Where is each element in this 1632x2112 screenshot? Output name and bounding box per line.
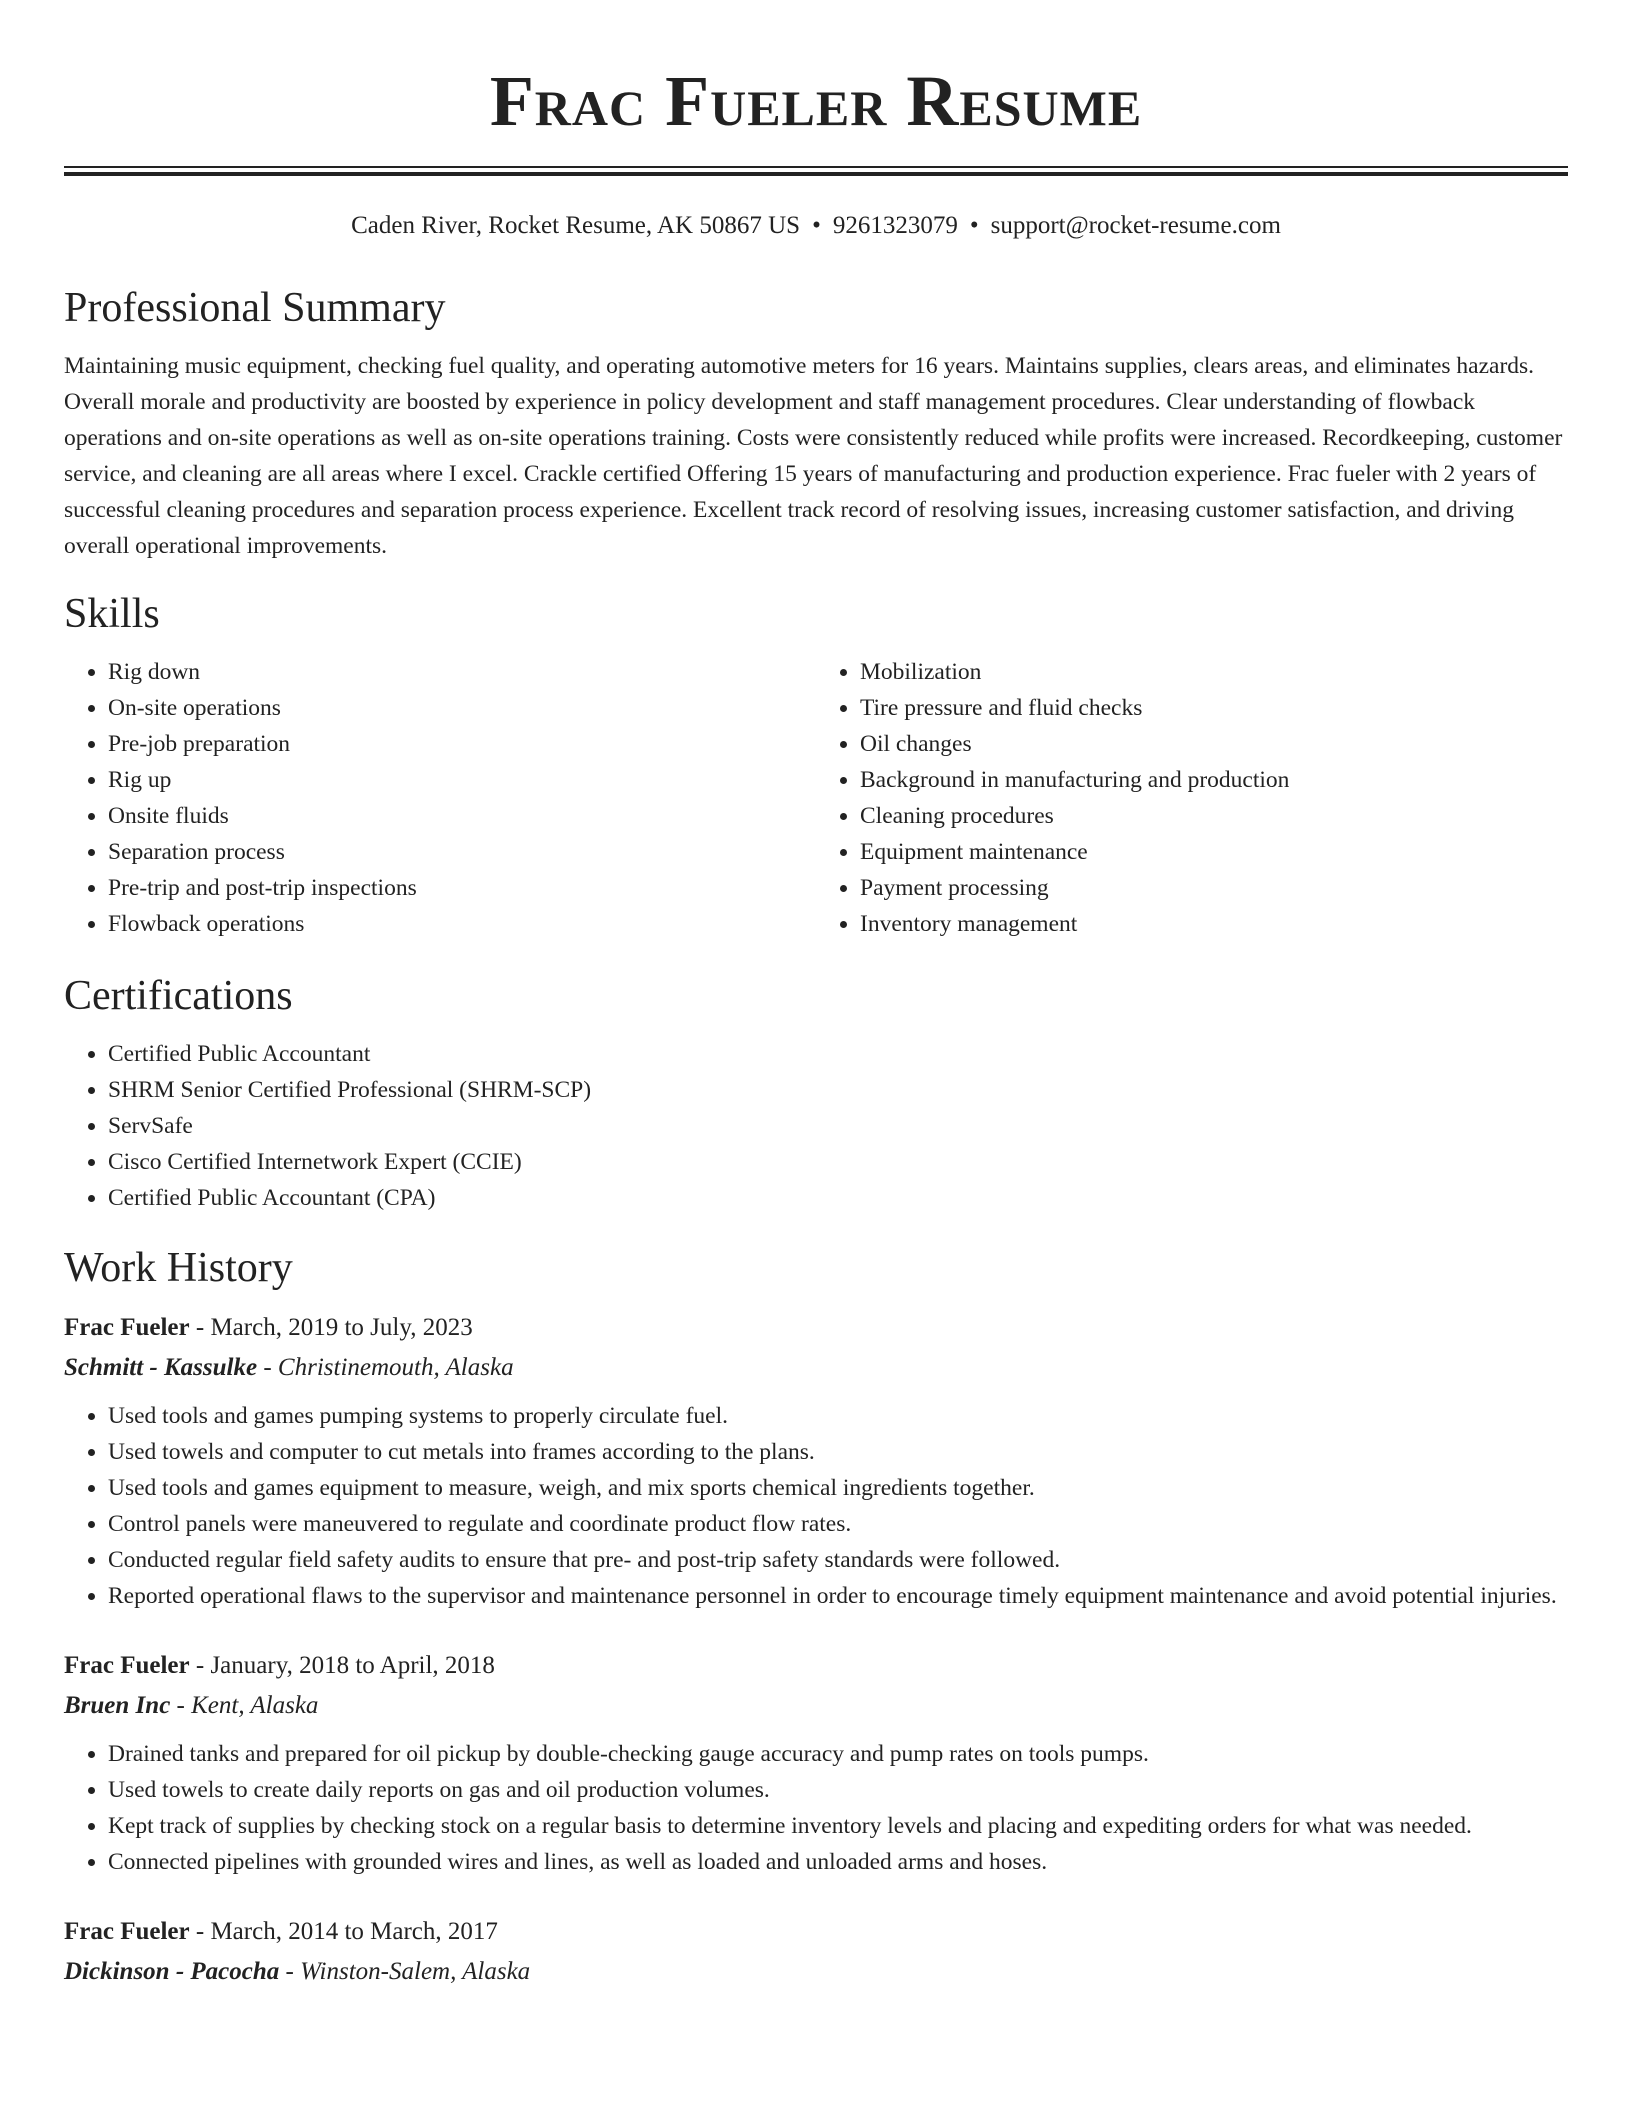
job-location: - Kent, Alaska bbox=[176, 1692, 319, 1719]
job-bullet: • Conducted regular field safety audits to ensure that pre- and post-trip safety standards were followed. bbox=[108, 1542, 1568, 1578]
contact-separator: • bbox=[812, 212, 821, 239]
job-company-line bbox=[64, 1348, 1568, 1388]
job-title: Frac Fueler bbox=[64, 1918, 190, 1945]
skill-item: • Mobilization bbox=[860, 654, 1568, 690]
title-divider bbox=[64, 166, 1568, 176]
skill-item: • Cleaning procedures bbox=[860, 798, 1568, 834]
skill-item: • Payment processing bbox=[860, 870, 1568, 906]
job-bullet: • Used towels to create daily reports on gas and oil production volumes. bbox=[108, 1772, 1568, 1808]
contact-separator: • bbox=[969, 212, 979, 239]
job-company: Schmitt - Kassulke bbox=[64, 1354, 258, 1381]
job-entry bbox=[64, 1912, 1568, 1992]
resume-page bbox=[64, 0, 1568, 1992]
skill-item: • On-site operations bbox=[108, 690, 816, 726]
job-company-line bbox=[64, 1952, 1568, 1992]
job-location: - Christinemouth, Alaska bbox=[263, 1354, 514, 1381]
contact-phone: 9261323079 bbox=[832, 212, 958, 239]
certification-item: • Certified Public Accountant bbox=[108, 1036, 1568, 1072]
skills-list-right bbox=[816, 654, 1568, 942]
job-title-line bbox=[64, 1646, 1568, 1686]
certifications-heading: Certifications bbox=[64, 973, 293, 1019]
skill-item: • Rig up bbox=[108, 762, 816, 798]
contact-line bbox=[64, 210, 1568, 242]
job-company: Dickinson - Pacocha bbox=[64, 1958, 280, 1985]
job-bullets bbox=[64, 1736, 1568, 1880]
job-entry bbox=[64, 1646, 1568, 1880]
skill-item: • Equipment maintenance bbox=[860, 834, 1568, 870]
certifications-list bbox=[64, 1036, 1568, 1216]
contact-email: support@rocket-resume.com bbox=[990, 212, 1281, 239]
skill-item: • Pre-job preparation bbox=[108, 726, 816, 762]
job-bullet: • Kept track of supplies by checking stock on a regular basis to determine inventory levels and placing and expediting orders for what was needed. bbox=[108, 1808, 1568, 1844]
skill-item: • Pre-trip and post-trip inspections bbox=[108, 870, 816, 906]
skill-item: • Rig down bbox=[108, 654, 816, 690]
skill-item: • Flowback operations bbox=[108, 906, 816, 942]
job-location: - Winston-Salem, Alaska bbox=[285, 1958, 531, 1985]
job-bullet: • Used towels and computer to cut metals into frames according to the plans. bbox=[108, 1434, 1568, 1470]
job-company: Bruen Inc bbox=[64, 1692, 171, 1719]
skill-item: • Tire pressure and fluid checks bbox=[860, 690, 1568, 726]
job-dates: - March, 2019 to July, 2023 bbox=[195, 1314, 473, 1341]
work-history-heading: Work History bbox=[64, 1245, 293, 1291]
job-bullets bbox=[64, 1398, 1568, 1614]
job-title: Frac Fueler bbox=[64, 1314, 190, 1341]
job-bullet: • Reported operational flaws to the supervisor and maintenance personnel in order to encourage timely equipment maintenance and avoid potential injuries. bbox=[108, 1578, 1568, 1614]
resume-title: Frac Fueler Resume bbox=[489, 61, 1143, 141]
summary-heading: Professional Summary bbox=[64, 285, 446, 331]
skill-item: • Background in manufacturing and production bbox=[860, 762, 1568, 798]
job-dates: - January, 2018 to April, 2018 bbox=[195, 1652, 495, 1679]
job-title-line bbox=[64, 1912, 1568, 1952]
certification-item: • Certified Public Accountant (CPA) bbox=[108, 1180, 1568, 1216]
job-bullet: • Used tools and games equipment to measure, weigh, and mix sports chemical ingredients together. bbox=[108, 1470, 1568, 1506]
job-bullet: • Drained tanks and prepared for oil pickup by double-checking gauge accuracy and pump rates on tools pumps. bbox=[108, 1736, 1568, 1772]
job-entry bbox=[64, 1308, 1568, 1614]
job-company-line bbox=[64, 1686, 1568, 1726]
skills-columns bbox=[64, 654, 1568, 942]
job-dates: - March, 2014 to March, 2017 bbox=[195, 1918, 498, 1945]
skills-heading: Skills bbox=[64, 591, 160, 637]
skill-item: • Oil changes bbox=[860, 726, 1568, 762]
contact-address: Caden River, Rocket Resume, AK 50867 US bbox=[351, 212, 801, 239]
certification-item: • Cisco Certified Internetwork Expert (CCIE) bbox=[108, 1144, 1568, 1180]
skill-item: • Inventory management bbox=[860, 906, 1568, 942]
job-bullet: • Used tools and games pumping systems to properly circulate fuel. bbox=[108, 1398, 1568, 1434]
summary-text: Maintaining music equipment, checking fuel quality, and operating automotive meters for 16 years. Maintains supplies, clears areas, and eliminates hazards. Overall morale and productivity are boosted by experience in policy development and staff management procedures. Clear understanding of flowback operations and on-site operations as well as on-site operations training. Costs were consistently reduced while profits were increased. Recordkeeping, customer service, and cleaning are all areas where I excel. Crackle certified Offering 15 years of manufacturing and production experience. Frac fueler with 2 years of successful cleaning procedures and separation process experience. Excellent track record of resolving issues, increasing customer satisfaction, and driving overall operational improvements. bbox=[64, 353, 1563, 559]
job-bullet: • Connected pipelines with grounded wires and lines, as well as loaded and unloaded arms and hoses. bbox=[108, 1844, 1568, 1880]
job-bullet: • Control panels were maneuvered to regulate and coordinate product flow rates. bbox=[108, 1506, 1568, 1542]
certification-item: • ServSafe bbox=[108, 1108, 1568, 1144]
job-title: Frac Fueler bbox=[64, 1652, 190, 1679]
skills-list-left bbox=[64, 654, 816, 942]
job-title-line bbox=[64, 1308, 1568, 1348]
skill-item: • Separation process bbox=[108, 834, 816, 870]
skill-item: • Onsite fluids bbox=[108, 798, 816, 834]
certification-item: • SHRM Senior Certified Professional (SHRM-SCP) bbox=[108, 1072, 1568, 1108]
